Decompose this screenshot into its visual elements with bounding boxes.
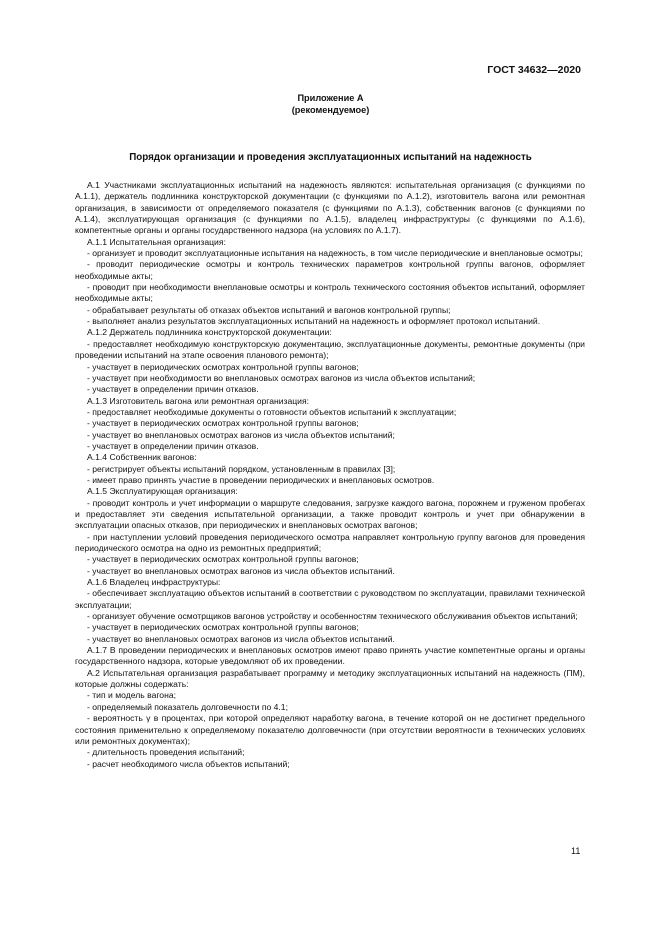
paragraph: А.1.7 В проведении периодических и внеплановых осмотров имеют право принять участие компетентные органы и органы государственного надзора, которые уведомляют об их проведении. — [75, 645, 585, 667]
appendix-title: Приложение А — [297, 93, 364, 103]
paragraph: - участвует в периодических осмотрах контрольной группы вагонов; — [87, 418, 359, 429]
paragraph: А.1.3 Изготовитель вагона или ремонтная организация: — [87, 395, 310, 406]
appendix-status: (рекомендуемое) — [291, 104, 370, 115]
paragraph: - определяемый показатель долговечности по 4.1; — [87, 701, 288, 712]
paragraph: А.1.1 Испытательная организация: — [87, 236, 226, 247]
paragraph: - участвует в определении причин отказов. — [87, 440, 259, 451]
paragraph: - проводит контроль и учет информации о маршруте следования, загрузке каждого вагона, порожнем и груженом пробегах и предоставляет эти сведения испытательной организации, а также проводит контроль и учет при обнаружении в эксплуатации опасных отказов, при периодических и внеплановых осмотрах вагонов; — [75, 497, 585, 531]
paragraph: - тип и модель вагона; — [87, 690, 176, 701]
appendix-heading — [0, 93, 661, 116]
paragraph: - расчет необходимого числа объектов испытаний; — [87, 758, 290, 769]
paragraph: - участвует в определении причин отказов. — [87, 384, 259, 395]
document-body — [75, 180, 585, 770]
paragraph: - участвует во внеплановых осмотрах вагонов из числа объектов испытаний. — [87, 633, 395, 644]
paragraph: - предоставляет необходимые документы о готовности объектов испытаний к эксплуатации; — [87, 406, 457, 417]
paragraph: - обрабатывает результаты об отказах объектов испытаний и вагонов контрольной группы; — [87, 304, 451, 315]
paragraph: - длительность проведения испытаний; — [87, 747, 245, 758]
paragraph: - выполняет анализ результатов эксплуатационных испытаний на надежность и оформляет протокол испытаний. — [87, 316, 541, 327]
paragraph: А.1.4 Собственник вагонов: — [87, 452, 197, 463]
paragraph: А.1.5 Эксплуатирующая организация: — [87, 486, 238, 497]
paragraph: - проводит периодические осмотры и контроль технических параметров контрольной группы вагонов, оформляет необходимые акты; — [75, 259, 585, 281]
paragraph: - участвует в периодических осмотрах контрольной группы вагонов; — [87, 622, 359, 633]
page-number: 11 — [571, 846, 581, 856]
paragraph: А.1.2 Держатель подлинника конструкторской документации: — [87, 327, 332, 338]
paragraph: - регистрирует объекты испытаний порядком, установленным в правилах [3]; — [87, 463, 396, 474]
paragraph: А.2 Испытательная организация разрабатывает программу и методику эксплуатационных испытаний на надежность (ПМ), которые должны содержать: — [75, 667, 585, 690]
section-heading: Порядок организации и проведения эксплуатационных испытаний на надежность — [129, 152, 532, 163]
paragraph: - проводит при необходимости внеплановые осмотры и контроль технического состояния объектов испытаний, оформляет необходимые акты; — [75, 282, 585, 304]
paragraph: - организует и проводит эксплуатационные испытания на надежность, в том числе периодические и внеплановые осмотры; — [87, 248, 583, 259]
paragraph: А.1.6 Владелец инфраструктуры: — [87, 577, 221, 588]
paragraph: - имеет право принять участие в проведении периодических и внеплановых осмотров. — [87, 474, 435, 485]
paragraph: - участвует при необходимости во внеплановых осмотрах вагонов из числа объектов испытаний; — [87, 372, 476, 383]
paragraph: - вероятность γ в процентах, при которой определяют наработку вагона, в течение которой он не достигнет предельного состояния применительно к определяемому показателю долговечности (при отсутствии вероятности в технических условиях или ремонтных документах); — [75, 713, 585, 746]
paragraph: - предоставляет необходимую конструкторскую документацию, эксплуатационные документы, ремонтные документы (при проведении испытаний на этапе освоения планового ремонта); — [75, 338, 585, 361]
paragraph: А.1 Участниками эксплуатационных испытаний на надежность являются: испытательная организация (с функциями по А.1.1), держатель подлинника конструкторской документации (с функциями по А.1.2), изготовитель вагона или ремонтная организация, в зависимости от определяемого показателя (с функциями по А.1.3), собственник вагонов (с функциями по А.1.4), эксплуатирующая организация (с функциями по А.1.5), владелец инфраструктуры (с функциями по А.1.6), компетентные органы и органы государственного надзора (на условиях по А.1.7). — [75, 180, 585, 236]
paragraph: - обеспечивает эксплуатацию объектов испытаний в соответствии с руководством по эксплуатации, правилами технической эксплуатации; — [75, 588, 585, 610]
paragraph: - участвует в периодических осмотрах контрольной группы вагонов; — [87, 361, 359, 372]
paragraph: - участвует во внеплановых осмотрах вагонов из числа объектов испытаний. — [87, 565, 395, 576]
paragraph: - участвует в периодических осмотрах контрольной группы вагонов; — [87, 554, 359, 565]
paragraph: - участвует во внеплановых осмотрах вагонов из числа объектов испытаний; — [87, 429, 395, 440]
paragraph: - организует обучение осмотрщиков вагонов устройству и особенностям технического обслуживания объектов испытаний; — [87, 611, 578, 622]
paragraph: - при наступлении условий проведения периодического осмотра направляет контрольную группу вагонов для проведения периодического осмотра на одно из ремонтных предприятий; — [75, 531, 585, 553]
standard-number: ГОСТ 34632—2020 — [487, 64, 581, 76]
